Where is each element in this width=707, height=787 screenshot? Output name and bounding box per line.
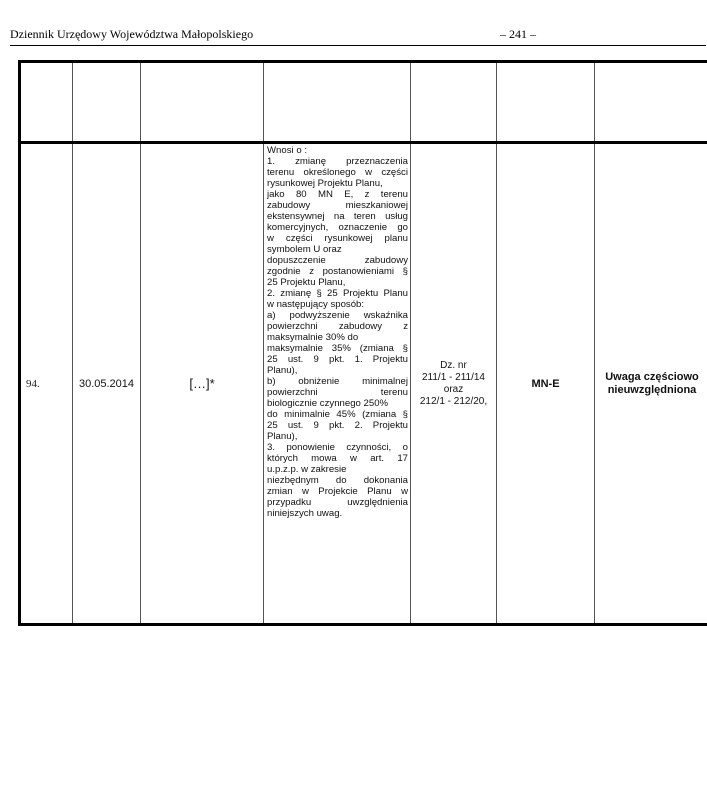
remark-content-line: a) podwyższenie wskaźnika [267,310,408,321]
header-rule [10,45,706,46]
remark-content-line: Planu), [267,365,298,376]
table-header-row [20,62,707,143]
header-cell-result [595,62,707,143]
remark-content-line: dopuszczenie zabudowy [267,255,408,266]
remark-content-line: 25 ust. 9 pkt. 2. Projektu [267,420,408,431]
resolution [595,143,707,625]
plot-numbers-text [411,360,496,408]
remark-content-line: przypadku uwzględnienia [267,497,408,508]
remark-content-line: niniejszych uwag. [267,508,343,519]
remark-content-line: 25 Projektu Planu, [267,277,346,288]
remark-content-line: zabudowy mieszkaniowej [267,200,408,211]
remark-content-line: 3. ponowienie czynności, o [267,442,408,453]
remark-content-line: symbolem U oraz [267,244,342,255]
remark-content-line: powierzchni zabudowy z [267,321,408,332]
remark-content-line: rysunkowej Projektu Planu, [267,178,383,189]
table-row [20,143,707,625]
plot-numbers-line: oraz [443,383,464,395]
header-cell-plots [411,62,497,143]
remark-content-line: 2. zmianę § 25 Projektu Planu [267,288,408,299]
header-cell-lp [20,62,73,143]
journal-title: Dziennik Urzędowy Województwa Małopolskiego [10,27,254,41]
resolution-line: nieuwzględniona [607,383,697,396]
remark-content-line: maksymalnie 30% do [267,332,359,343]
plot-numbers-line: 212/1 - 212/20, [419,395,488,407]
remark-content-line: b) obniżenie minimalnej [267,376,408,387]
remark-content-line: zmian w Projekcie Planu w [267,486,408,497]
remark-content-line: terenu określonego w części [267,167,408,178]
remarks-table [18,60,707,626]
remark-content-line: 25 ust. 9 pkt. 1. Projektu [267,354,408,365]
remark-content-line: 1. zmianę przeznaczenia [267,156,408,167]
header-cell-zone [497,62,595,143]
remark-content-line: jako 80 MN E, z terenu [267,189,408,200]
remark-content-line: komercyjnych, oznaczenie go [267,222,408,233]
row-number: 94. [20,143,73,625]
remark-content-line: maksymalnie 35% (zmiana § [267,343,408,354]
remark-content-line: Planu), [267,431,298,442]
remark-content-line: powierzchni terenu [267,387,408,398]
plot-numbers-line: 211/1 - 211/14 [421,371,485,383]
zone-symbol: MN-E [497,143,595,625]
remark-content-line: biologicznie czynnego 250% [267,398,389,409]
applicant-name: […]* [141,143,264,625]
remark-content-line: niezbędnym do dokonania [267,475,408,486]
remark-content-line: Wnosi o : [267,145,307,156]
remark-content-line: których mowa w art. 17 [267,453,408,464]
page-number: – 241 – [500,27,536,41]
page-header [10,25,706,45]
remark-content-line: w części rysunkowej planu [267,233,408,244]
remark-content [264,143,411,625]
submission-date: 30.05.2014 [73,143,141,625]
resolution-text [595,371,707,397]
plot-numbers [411,143,497,625]
remark-content-line: ekstensywnej na teren usług [267,211,408,222]
remark-content-line: zgodnie z postanowieniami § [267,266,408,277]
resolution-line: Uwaga częściowo [605,370,699,383]
remark-content-line: w następujący sposób: [267,299,365,310]
header-cell-content [264,62,411,143]
remark-content-line: do minimalnie 45% (zmiana § [267,409,408,420]
plot-numbers-line: Dz. nr [440,359,467,371]
remark-content-line: u.p.z.p. w zakresie [267,464,347,475]
remark-content-text [267,145,408,519]
header-cell-name [141,62,264,143]
header-cell-date [73,62,141,143]
